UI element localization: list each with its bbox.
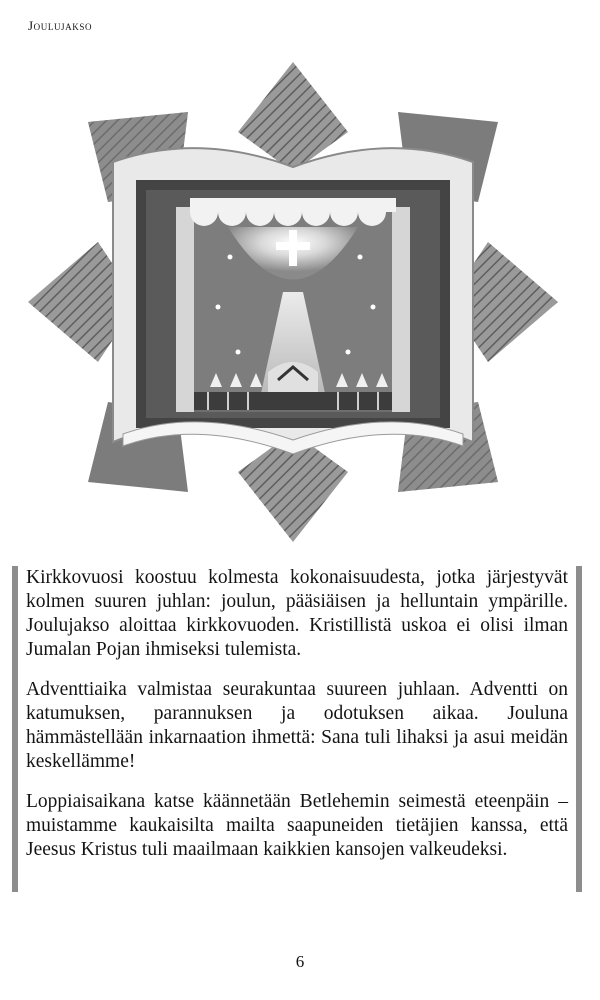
paragraph-3: Loppiaisaikana katse käännetään Betlehemin seimestä eteenpäin – muistamme kaukaisilta mailta saapuneiden tietäjien kanssa, että Jeesus Kristus tuli maailmaan kaikkien kansojen valkeudeksi. — [26, 791, 568, 860]
section-header: Joulujakso — [28, 18, 93, 33]
paragraph-1: Kirkkovuosi koostuu kolmesta kokonaisuudesta, jotka järjestyvät kolmen suuren juhlan: joulun, pääsiäisen ja helluntain ympärille. Joulujakso aloittaa kirkkovuoden. Kristillistä uskoa ei olisi ilman Jumalan Pojan ihmiseksi tulemista. — [26, 567, 568, 660]
page-number: 6 — [295, 952, 305, 971]
paragraph-2: Adventtiaika valmistaa seurakuntaa suureen juhlaan. Adventti on katumuksen, parannuksen ja odotuksen aikaa. Jouluna hämmästellään inkarnaation ihmettä: Sana tuli lihaksi ja asui meidän keskellämme! — [26, 679, 568, 772]
nativity-illustration — [28, 62, 558, 542]
margin-bar-left — [12, 566, 18, 892]
margin-bar-right — [576, 566, 582, 892]
body-text-block — [12, 566, 582, 892]
